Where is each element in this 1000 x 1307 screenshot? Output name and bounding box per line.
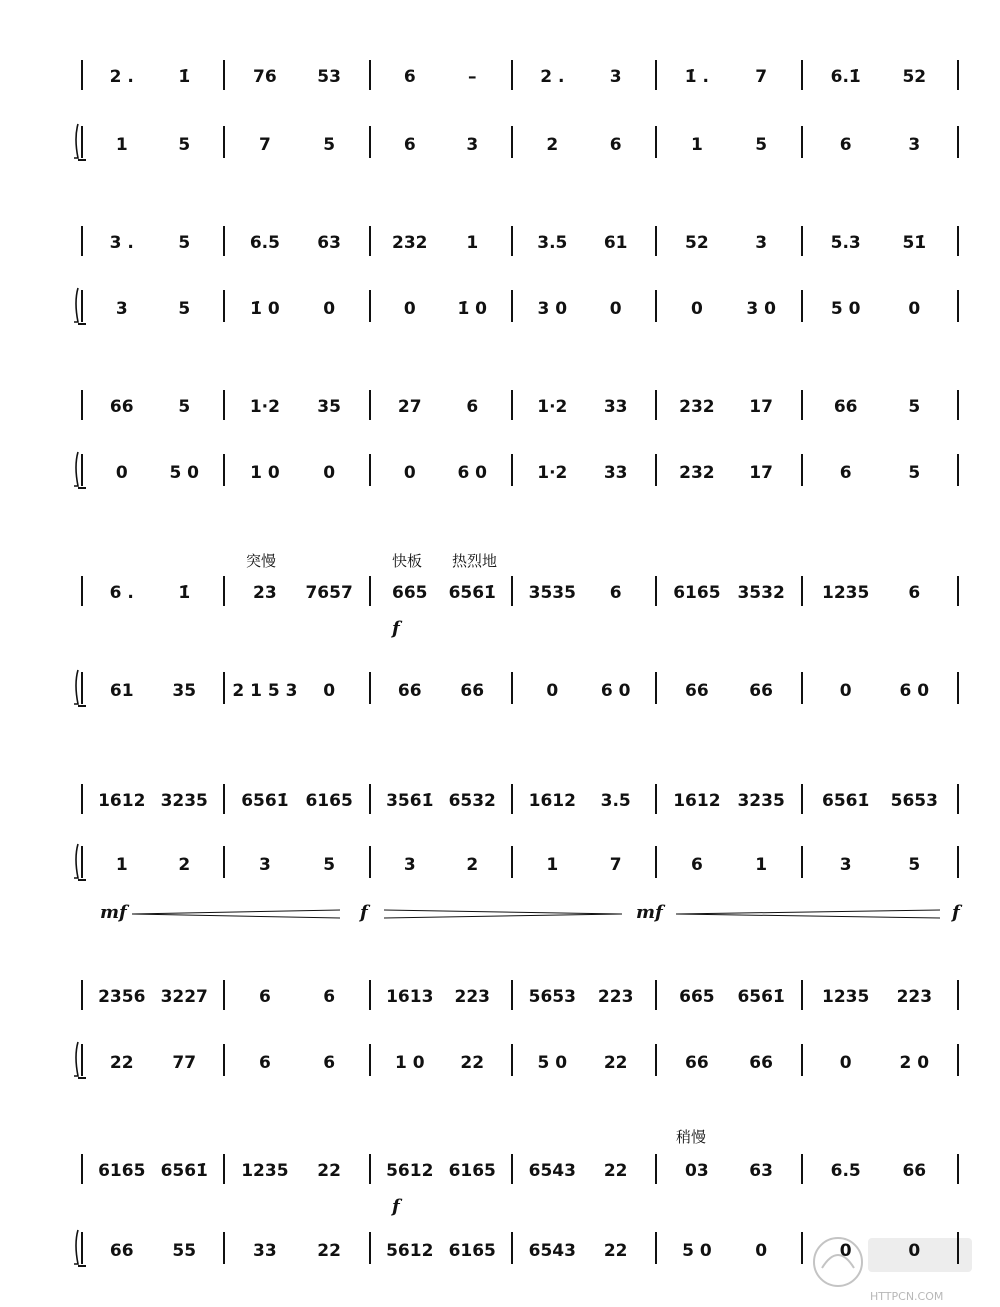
notation-top: 1612 [528, 791, 576, 811]
notation-bottom: 66 [460, 681, 485, 701]
notation-top: 22 [317, 1161, 341, 1181]
notation-bottom: 17 [749, 463, 773, 483]
notation-top: 665 [679, 987, 715, 1007]
notation-bottom: 66 [749, 1053, 773, 1073]
system-brace [74, 1230, 78, 1264]
crescendo-hairpin-lower [676, 914, 940, 918]
notation-bottom: 5 0 [830, 299, 861, 319]
dynamic-f: f [360, 902, 368, 923]
notation-bottom: 66 [685, 1053, 709, 1073]
system-brace [74, 452, 78, 486]
notation-bottom: 66 [749, 681, 773, 701]
notation-top: 2356 [98, 987, 146, 1007]
notation-bottom: 66 [109, 1241, 134, 1261]
notation-top: 6 [323, 987, 336, 1007]
notation-top: 52 [685, 233, 709, 253]
notation-top: 66 [902, 1161, 927, 1181]
notation-bottom: 1 [755, 855, 768, 875]
notation-bottom: 22 [460, 1053, 485, 1073]
diminuendo-hairpin-upper [384, 910, 622, 914]
notation-top: 5653 [528, 987, 576, 1007]
system-brace [74, 1042, 78, 1076]
notation-top: 6543 [528, 1161, 576, 1181]
notation-bottom: 1 0 [394, 1053, 425, 1073]
notation-top: 6532 [448, 791, 496, 811]
notation-top: 51̇ [902, 233, 927, 253]
dynamic-f: f [392, 1196, 400, 1217]
notation-bottom: 6 [258, 1053, 271, 1073]
notation-top: 7 [755, 67, 768, 87]
notation-top: 3.5 [600, 791, 631, 811]
notation-top: 35 [317, 397, 341, 417]
notation-top: 3235 [160, 791, 208, 811]
notation-top: 1̇ . [684, 67, 709, 87]
notation-top: 63 [317, 233, 341, 253]
notation-bottom: 1 [115, 855, 128, 875]
notation-top: 1·2 [249, 397, 280, 417]
notation-top: 6.1̇ [830, 67, 861, 87]
system-brace [74, 124, 78, 158]
notation-bottom: 2 [178, 855, 191, 875]
notation-bottom: 5 [323, 135, 336, 155]
notation-bottom: 5 0 [682, 1241, 712, 1261]
notation-bottom: 6 [839, 135, 852, 155]
notation-bottom: 0 [839, 1053, 852, 1073]
notation-top: 1·2 [537, 397, 568, 417]
notation-top: 5653 [890, 791, 938, 811]
notation-bottom: 6 [839, 463, 852, 483]
notation-top: 17 [749, 397, 773, 417]
notation-top: 6 . [109, 583, 134, 603]
notation-bottom: 5612 [386, 1241, 434, 1261]
notation-bottom: 5 0 [169, 463, 200, 483]
tempo-mark-fervently: 热烈地 [452, 552, 498, 570]
notation-top: 6 [908, 583, 921, 603]
notation-bottom: 3 [839, 855, 852, 875]
notation-bottom: 5 [908, 855, 921, 875]
notation-top: 03 [685, 1161, 709, 1181]
notation-top: 6561̇ [241, 791, 289, 811]
crescendo-hairpin-lower [132, 914, 340, 918]
notation-top: 1 [466, 233, 479, 253]
notation-top: 6 [609, 583, 622, 603]
notation-bottom: 0 [403, 299, 416, 319]
notation-bottom: 6 [323, 1053, 336, 1073]
system-brace [74, 288, 78, 322]
notation-bottom: 0 [323, 463, 336, 483]
notation-bottom: 2 1 5 3 [232, 681, 298, 701]
notation-top: 52 [902, 67, 927, 87]
notation-top: 3227 [160, 987, 208, 1007]
notation-bottom: 6 0 [600, 681, 631, 701]
notation-top: 2 . [540, 67, 565, 87]
notation-top: 1612 [673, 791, 721, 811]
notation-top: 22 [603, 1161, 628, 1181]
notation-top: 1̇ [178, 583, 191, 603]
tempo-mark-allegro: 快板 [392, 552, 423, 570]
notation-bottom: 3 0 [746, 299, 776, 319]
notation-top: 3 [755, 233, 768, 253]
watermark [814, 1238, 972, 1303]
notation-top: 5 [908, 397, 921, 417]
notation-bottom: 2 0 [899, 1053, 930, 1073]
notation-bottom: 66 [685, 681, 709, 701]
notation-top: 66 [109, 397, 134, 417]
notation-bottom: 1 [115, 135, 128, 155]
notation-top: 3561̇ [386, 791, 434, 811]
tempo-mark-slightly-slow: 稍慢 [676, 1128, 707, 1146]
notation-top: 665 [392, 583, 428, 603]
notation-bottom: 2 [466, 855, 479, 875]
notation-top: 6165 [448, 1161, 496, 1181]
notation-top: 6 [466, 397, 479, 417]
notation-bottom: 22 [603, 1241, 628, 1261]
notation-bottom: 0 [323, 681, 336, 701]
notation-top: 5 [178, 397, 191, 417]
notation-top: – [467, 67, 477, 87]
notation-top: 5.3 [830, 233, 861, 253]
notation-bottom: 6 0 [457, 463, 488, 483]
notation-bottom: 6 [609, 135, 622, 155]
notation-bottom: 22 [317, 1241, 341, 1261]
system-brace [74, 844, 78, 878]
notation-top: 6 [403, 67, 416, 87]
notation-top: 5 [178, 233, 191, 253]
notation-top: 6165 [673, 583, 721, 603]
notation-bottom: 0 [403, 463, 416, 483]
notation-bottom: 0 [690, 299, 703, 319]
notation-bottom: 0 [609, 299, 622, 319]
crescendo-hairpin-upper [132, 910, 340, 914]
notation-bottom: 1·2 [537, 463, 568, 483]
notation-top: 223 [896, 987, 933, 1007]
notation-top: 232 [679, 397, 715, 417]
notation-top: 6561̇ [160, 1161, 208, 1181]
notation-top: 3535 [528, 583, 576, 603]
watermark-url: HTTPCN.COM [870, 1290, 944, 1303]
dynamic-f: f [392, 618, 400, 639]
notation-bottom: 0 [908, 299, 921, 319]
notation-top: 3532 [737, 583, 785, 603]
notation-top: 3.5 [537, 233, 568, 253]
notation-top: 1235 [241, 1161, 289, 1181]
notation-bottom: 33 [253, 1241, 277, 1261]
notation-top: 6165 [98, 1161, 146, 1181]
dynamic-f: f [952, 902, 960, 923]
notation-bottom: 35 [172, 681, 197, 701]
tempo-mark-sudden-slow: 突慢 [246, 552, 277, 570]
notation-bottom: 3 [403, 855, 416, 875]
notation-top: 6561̇ [448, 583, 496, 603]
notation-bottom: 5 [755, 135, 768, 155]
notation-bottom: 1 0 [250, 463, 280, 483]
notation-bottom: 0 [323, 299, 336, 319]
diminuendo-hairpin-lower [384, 914, 622, 918]
notation-bottom: 7 [258, 135, 271, 155]
notation-top: 63 [749, 1161, 773, 1181]
notation-bottom: 232 [679, 463, 715, 483]
notation-top: 23 [253, 583, 277, 603]
notation-top: 33 [603, 397, 628, 417]
notation-bottom: 0 [908, 1241, 921, 1261]
notation-top: 223 [597, 987, 634, 1007]
notation-bottom: 6 [403, 135, 416, 155]
notation-bottom: 0 [546, 681, 559, 701]
notation-top: 2 . [109, 67, 134, 87]
notation-bottom: 3 [908, 135, 921, 155]
notation-top: 1612 [98, 791, 146, 811]
notation-bottom: 22 [109, 1053, 134, 1073]
notation-top: 7657 [305, 583, 353, 603]
notation-top: 3 . [109, 233, 134, 253]
notation-bottom: 1̇ 0 [457, 299, 488, 319]
dynamic-mf: mf [636, 902, 663, 923]
notation-top: 76 [253, 67, 277, 87]
notation-bottom: 0 [755, 1241, 768, 1261]
notation-top: 53 [317, 67, 341, 87]
notation-bottom: 1 [690, 135, 703, 155]
notation-bottom: 6165 [448, 1241, 496, 1261]
notation-bottom: 0 [839, 681, 852, 701]
notation-bottom: 6 0 [899, 681, 930, 701]
notation-bottom: 77 [172, 1053, 197, 1073]
notation-bottom: 5 [178, 135, 191, 155]
notation-bottom: 3 [258, 855, 271, 875]
notation-top: 6 [258, 987, 271, 1007]
notation-top: 1̇ [178, 67, 191, 87]
notation-bottom: 0 [839, 1241, 852, 1261]
notation-top: 27 [397, 397, 422, 417]
notation-top: 6561̇ [737, 987, 785, 1007]
notation-bottom: 0 [115, 463, 128, 483]
notation-bottom: 66 [397, 681, 422, 701]
notation-top: 6.5 [249, 233, 280, 253]
notation-bottom: 1 [546, 855, 559, 875]
notation-bottom: 22 [603, 1053, 628, 1073]
notation-top: 1235 [822, 987, 870, 1007]
notation-top: 6561̇ [822, 791, 870, 811]
notation-bottom: 5 [908, 463, 921, 483]
system-brace [74, 670, 78, 704]
notation-top: 5612 [386, 1161, 434, 1181]
notation-bottom: 2 [546, 135, 559, 155]
notation-bottom: 5 0 [537, 1053, 568, 1073]
notation-top: 1613 [386, 987, 434, 1007]
notation-top: 1235 [822, 583, 870, 603]
notation-bottom: 5 [178, 299, 191, 319]
notation-bottom: 33 [603, 463, 628, 483]
notation-top: 6165 [305, 791, 353, 811]
notation-bottom: 3 [115, 299, 128, 319]
notation-bottom: 3 [466, 135, 479, 155]
notation-top: 3 [609, 67, 622, 87]
notation-bottom: 7 [609, 855, 622, 875]
crescendo-hairpin-upper [676, 910, 940, 914]
notation-bottom: 6543 [528, 1241, 576, 1261]
notation-bottom: 61 [109, 681, 134, 701]
dynamic-mf: mf [100, 902, 127, 923]
notation-top: 66 [833, 397, 858, 417]
notation-top: 232 [392, 233, 428, 253]
notation-bottom: 5 [323, 855, 336, 875]
notation-bottom: 55 [172, 1241, 197, 1261]
notation-top: 61 [603, 233, 628, 253]
notation-top: 223 [454, 987, 490, 1007]
notation-top: 6.5 [830, 1161, 861, 1181]
notation-bottom: 3 0 [537, 299, 568, 319]
notation-bottom: 1̇ 0 [250, 299, 280, 319]
notation-bottom: 6 [690, 855, 703, 875]
notation-top: 3235 [737, 791, 785, 811]
